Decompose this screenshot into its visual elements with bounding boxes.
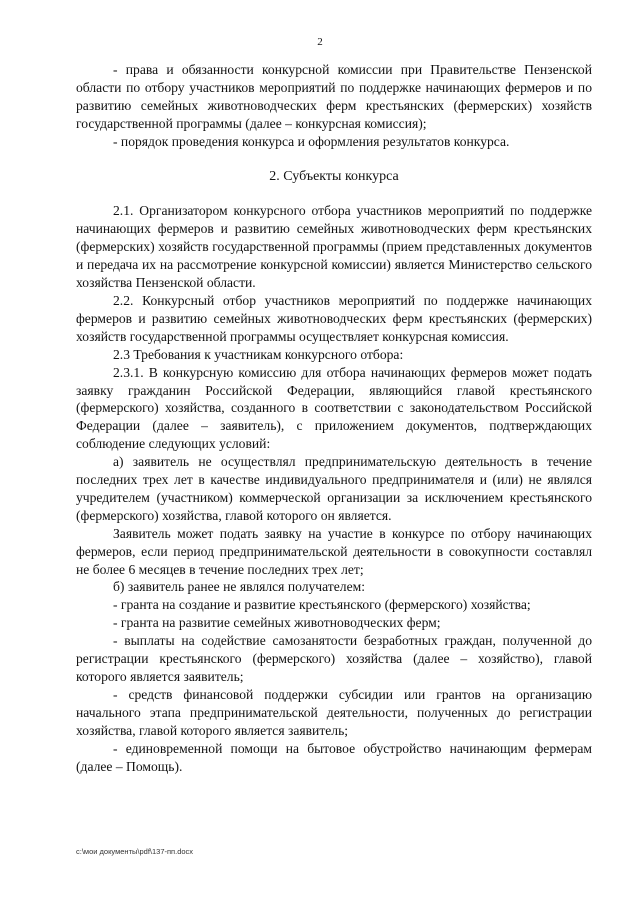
condition-a: а) заявитель не осуществлял предпринимательскую деятельность в течение последних трех лет в качестве индивидуального предпринимателя и (или) не являлся учредителем (участником) коммерческой организации за исключением крестьянского (фермерского) хозяйства, главой которого он является. [76,454,592,523]
list-item-one-time-aid: - единовременной помощи на бытовое обустройство начинающим фермерам (далее – Помощь). [76,740,592,774]
list-item-grant-livestock: - гранта на развитие семейных животноводческих ферм; [113,615,441,631]
intro-paragraph-2: - порядок проведения конкурса и оформления результатов конкурса. [113,133,510,149]
list-item-financial-support: - средств финансовой поддержки субсидии или грантов на организацию начального этапа предпринимательской деятельности, полученных до регистрации хозяйства, главой которого является заявитель; [76,686,592,738]
footer-file-path: c:\мои документы\pdf\137-пп.docx [76,847,194,856]
paragraph-2-1: 2.1. Организатором конкурсного отбора участников мероприятий по поддержке начинающих фермеров и развитию семейных животноводческих ферм крестьянских (фермерских) хозяйств государственной программы (прием представленных документов и передача их на рассмотрение конкурсной комиссии) является Министерство сельского хозяйства Пензенской области. [76,203,592,291]
intro-paragraph-1: - права и обязанности конкурсной комиссии при Правительстве Пензенской области по отбору участников мероприятий по поддержке начинающих фермеров и по развитию семейных животноводческих ферм крестьянских (фермерских) хозяйств государственной программы (далее – конкурсная комиссия); [76,62,592,131]
list-item-grant-farm: - гранта на создание и развитие крестьянского (фермерского) хозяйства; [113,597,531,613]
paragraph-2-3-1: 2.3.1. В конкурсную комиссию для отбора начинающих фермеров может подать заявку гражданин Российской Федерации, являющийся главой крестьянского (фермерского) хозяйства, созданного в соответствии с законодательством Российской Федерации (далее – заявитель), с приложением документов, подтверждающих соблюдение следующих условий: [76,364,592,452]
paragraph-2-3: 2.3 Требования к участникам конкурсного отбора: [113,346,404,362]
section-heading: 2. Субъекты конкурса [269,168,399,184]
list-item-self-employment: - выплаты на содействие самозанятости безработных граждан, полученной до регистрации крестьянского (фермерского) хозяйства (далее – хозяйство), главой которого является заявитель; [76,633,592,684]
paragraph-2-2: 2.2. Конкурсный отбор участников мероприятий по поддержке начинающих фермеров и развитию семейных животноводческих ферм крестьянских (фермерских) хозяйств государственной программы осуществляет конкурсная комиссия. [76,292,592,344]
condition-b: б) заявитель ранее не являлся получателем: [113,579,365,595]
condition-a-note: Заявитель может подать заявку на участие в конкурсе по отбору начинающих фермеров, если период предпринимательской деятельности в совокупности составлял не более 6 месяцев в течение последних трех лет; [76,525,592,577]
page-number: 2 [317,36,323,48]
document-body [76,61,592,775]
